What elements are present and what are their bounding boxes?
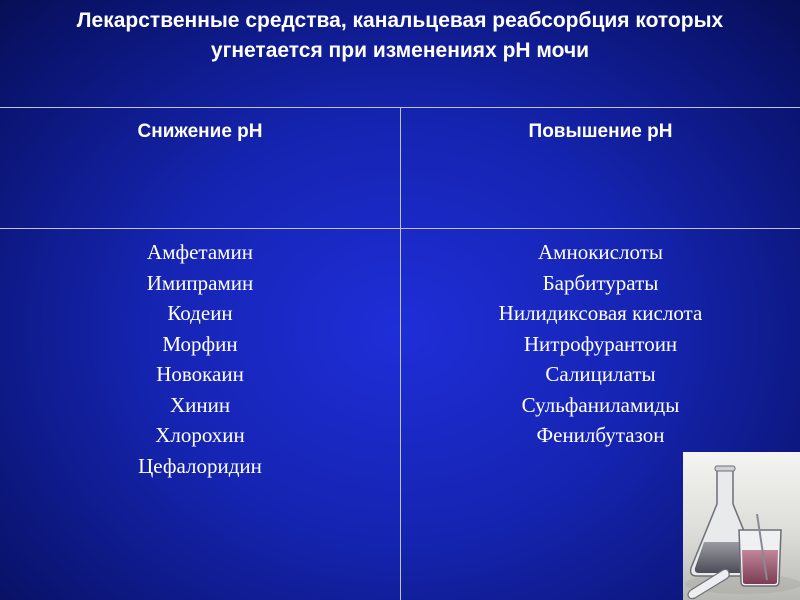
list-item: Кодеин bbox=[167, 301, 233, 325]
list-item: Хлорохин bbox=[155, 423, 245, 447]
list-item: Хинин bbox=[169, 392, 231, 417]
drug-table bbox=[0, 107, 800, 600]
list-item: Нитрофурантоин bbox=[523, 331, 678, 356]
header-ph-increase: Повышение pH bbox=[528, 121, 673, 142]
list-item: Имипрамин bbox=[146, 270, 254, 295]
laboratory-glassware-icon bbox=[683, 452, 800, 600]
list-item: Салицилаты bbox=[545, 362, 656, 386]
list-item: Морфин bbox=[162, 331, 238, 356]
list-item: Амнокислоты bbox=[538, 240, 663, 264]
list-item: Фенилбутазон bbox=[536, 423, 665, 447]
list-item: Цефалоридин bbox=[138, 453, 262, 478]
slide-title bbox=[0, 6, 800, 66]
list-item: Сульфаниламиды bbox=[521, 392, 680, 417]
list-item: Нилидиксовая кислота bbox=[498, 301, 703, 325]
slide-title-line-2: угнетается при изменениях pH мочи bbox=[210, 39, 590, 62]
list-item: Новокаин bbox=[156, 362, 244, 386]
column-ph-increase bbox=[401, 237, 800, 451]
list-item: Барбитураты bbox=[542, 270, 659, 295]
column-ph-decrease bbox=[0, 237, 400, 481]
header-ph-decrease: Снижение pH bbox=[137, 121, 263, 142]
list-item: Амфетамин bbox=[147, 240, 253, 264]
slide-title-line-1: Лекарственные средства, канальцевая реабсорбция которых bbox=[76, 9, 724, 32]
